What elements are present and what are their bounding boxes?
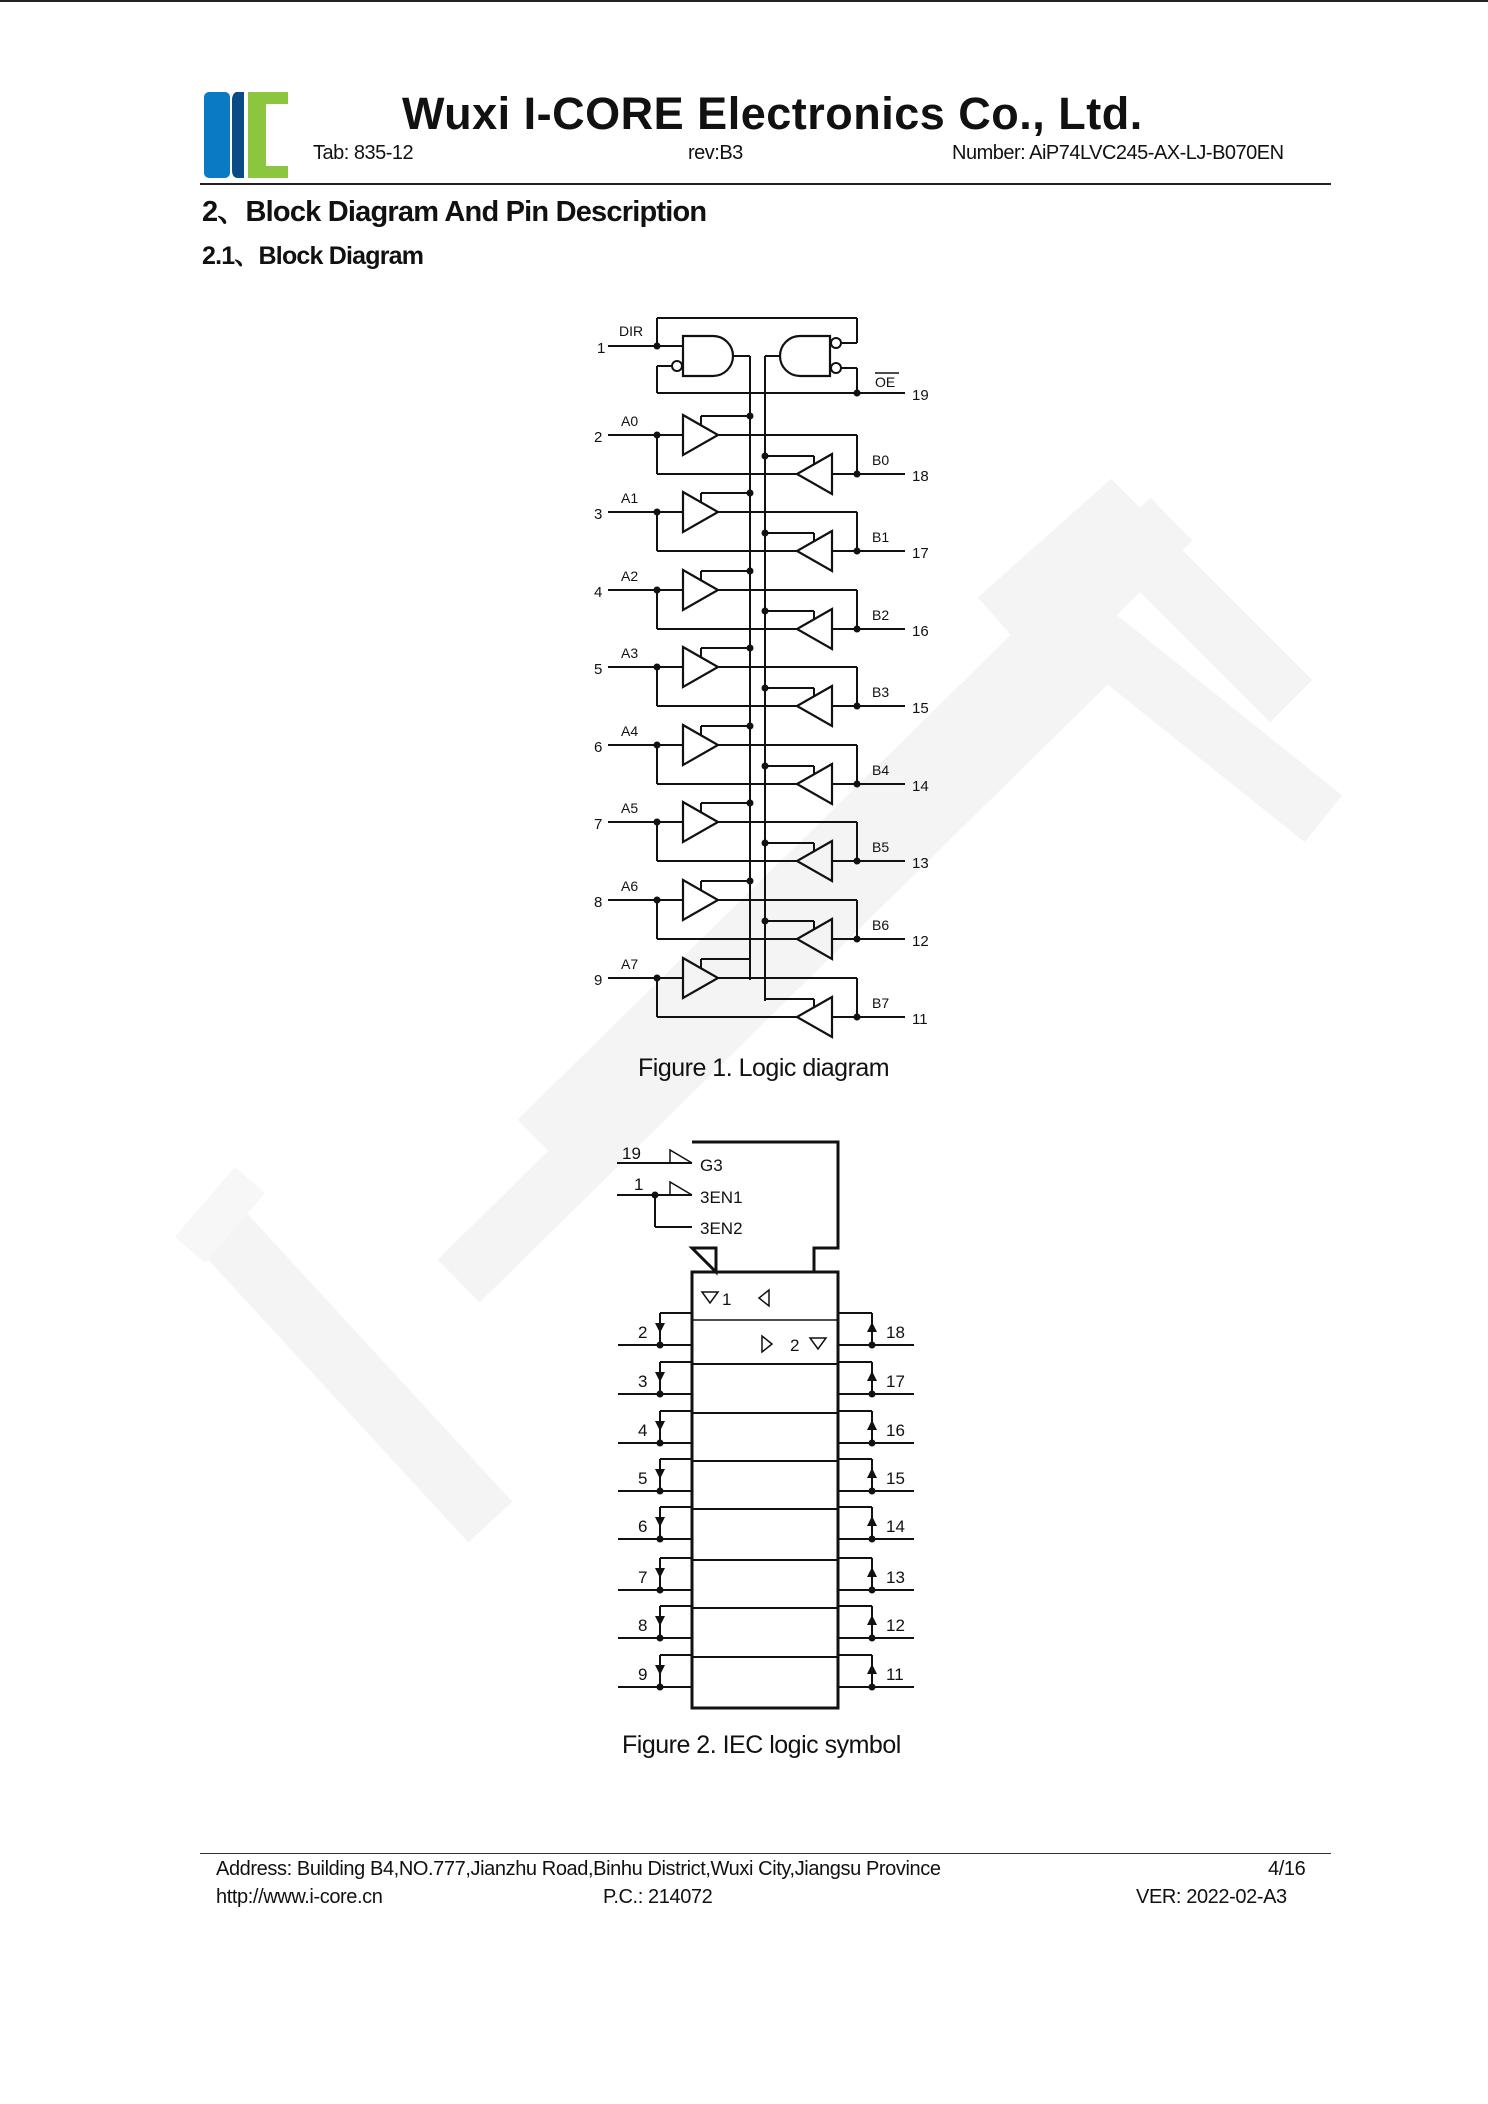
- pin-right-number: 15: [886, 1469, 905, 1488]
- pin-left-number: 5: [638, 1469, 648, 1488]
- pin-a-number: 9: [594, 972, 603, 989]
- pin-a-number: 7: [594, 816, 603, 833]
- arrow-down-icon: [655, 1616, 665, 1626]
- pin-left-number: 3: [638, 1372, 648, 1391]
- pin-right-number: 16: [886, 1421, 905, 1440]
- a-channel-label: A4: [621, 723, 639, 739]
- pin-en-number: 1: [634, 1175, 644, 1194]
- subsection-heading: 2.1、Block Diagram: [202, 242, 424, 270]
- a-channel-label: A7: [621, 956, 639, 972]
- en-input-arrow: [670, 1182, 692, 1195]
- buffer-left-icon: [759, 1290, 769, 1306]
- revision: rev:B3: [688, 142, 743, 164]
- cell-label-2: 2: [790, 1336, 800, 1355]
- pin-right-number: 11: [886, 1665, 904, 1684]
- pin-b-number: 14: [912, 778, 929, 795]
- arrow-down-icon: [655, 1665, 665, 1675]
- pin-left-number: 8: [638, 1616, 648, 1635]
- tristate-down-icon: [810, 1338, 826, 1349]
- a-channel-label: A3: [621, 645, 639, 661]
- a-channel-label: A5: [621, 800, 639, 816]
- pin-left-number: 7: [638, 1568, 648, 1587]
- b-channel-label: B1: [872, 529, 890, 545]
- 3en1-label: 3EN1: [700, 1188, 743, 1207]
- document-number: Number: AiP74LVC245-AX-LJ-B070EN: [952, 142, 1284, 164]
- oe-label: OE: [875, 374, 896, 390]
- pin-a-number: 6: [594, 739, 603, 756]
- pin-left-number: 9: [638, 1665, 648, 1684]
- pin-oe-number: 19: [912, 387, 929, 404]
- b-channel-label: B7: [872, 995, 890, 1011]
- pin-g-number: 19: [622, 1144, 641, 1163]
- figure1-caption: Figure 1. Logic diagram: [638, 1054, 890, 1082]
- arrow-down-icon: [655, 1469, 665, 1479]
- pin-a-number: 8: [594, 894, 603, 911]
- pin-a-number: 3: [594, 506, 603, 523]
- pin-left-number: 4: [638, 1421, 648, 1440]
- section-heading: 2、Block Diagram And Pin Description: [202, 196, 707, 228]
- arrow-down-icon: [655, 1323, 665, 1333]
- g3-label: G3: [700, 1156, 723, 1175]
- b-channel-label: B2: [872, 607, 890, 623]
- b-channel-label: B0: [872, 452, 890, 468]
- a-channel-label: A1: [621, 490, 639, 506]
- arrow-up-icon: [867, 1322, 877, 1332]
- pin-b-number: 16: [912, 623, 929, 640]
- pin-b-number: 12: [912, 933, 929, 950]
- pin-a-number: 5: [594, 661, 603, 678]
- arrow-up-icon: [867, 1567, 877, 1577]
- arrow-up-icon: [867, 1664, 877, 1674]
- dir-label: DIR: [619, 323, 644, 339]
- b-channel-label: B3: [872, 684, 890, 700]
- arrow-up-icon: [867, 1615, 877, 1625]
- pin-b-number: 15: [912, 700, 929, 717]
- g-input-arrow: [670, 1150, 692, 1163]
- footer-address: Address: Building B4,NO.777,Jianzhu Road,Binhu District,Wuxi City,Jiangsu Province: [216, 1858, 941, 1880]
- a-channel-label: A2: [621, 568, 639, 584]
- pin-dir-number: 1: [597, 340, 606, 357]
- pin-left-number: 2: [638, 1323, 648, 1342]
- footer-version: VER: 2022-02-A3: [1136, 1886, 1287, 1908]
- b-channel-label: B5: [872, 839, 890, 855]
- pin-b-number: 11: [912, 1011, 928, 1028]
- arrow-up-icon: [867, 1420, 877, 1430]
- figure2-caption: Figure 2. IEC logic symbol: [622, 1731, 901, 1759]
- arrow-up-icon: [867, 1516, 877, 1526]
- 3en2-label: 3EN2: [700, 1219, 743, 1238]
- b-channel-label: B4: [872, 762, 890, 778]
- pin-right-number: 14: [886, 1517, 905, 1536]
- footer-website[interactable]: http://www.i-core.cn: [216, 1886, 383, 1908]
- buffer-right-icon: [762, 1336, 772, 1352]
- pin-b-number: 17: [912, 545, 929, 562]
- cell-label-1: 1: [722, 1290, 732, 1309]
- page-number: 4/16: [1268, 1858, 1306, 1880]
- arrow-down-icon: [655, 1372, 665, 1382]
- pin-a-number: 2: [594, 429, 603, 446]
- company-name: Wuxi I-CORE Electronics Co., Ltd.: [402, 88, 1143, 139]
- a-channel-label: A6: [621, 878, 639, 894]
- pin-right-number: 12: [886, 1616, 905, 1635]
- arrow-up-icon: [867, 1468, 877, 1478]
- pin-left-number: 6: [638, 1517, 648, 1536]
- pin-a-number: 4: [594, 584, 603, 601]
- a-channel-label: A0: [621, 413, 639, 429]
- pin-right-number: 18: [886, 1323, 905, 1342]
- tab-code: Tab: 835-12: [313, 142, 414, 164]
- arrow-up-icon: [867, 1371, 877, 1381]
- b-channel-label: B6: [872, 917, 890, 933]
- pin-b-number: 13: [912, 855, 929, 872]
- footer-postcode: P.C.: 214072: [603, 1886, 713, 1908]
- pin-b-number: 18: [912, 468, 929, 485]
- pin-right-number: 17: [886, 1372, 905, 1391]
- pin-right-number: 13: [886, 1568, 905, 1587]
- arrow-down-icon: [655, 1517, 665, 1527]
- tristate-down-icon: [702, 1292, 718, 1303]
- arrow-down-icon: [655, 1421, 665, 1431]
- arrow-down-icon: [655, 1568, 665, 1578]
- footer-divider: [200, 1853, 1331, 1854]
